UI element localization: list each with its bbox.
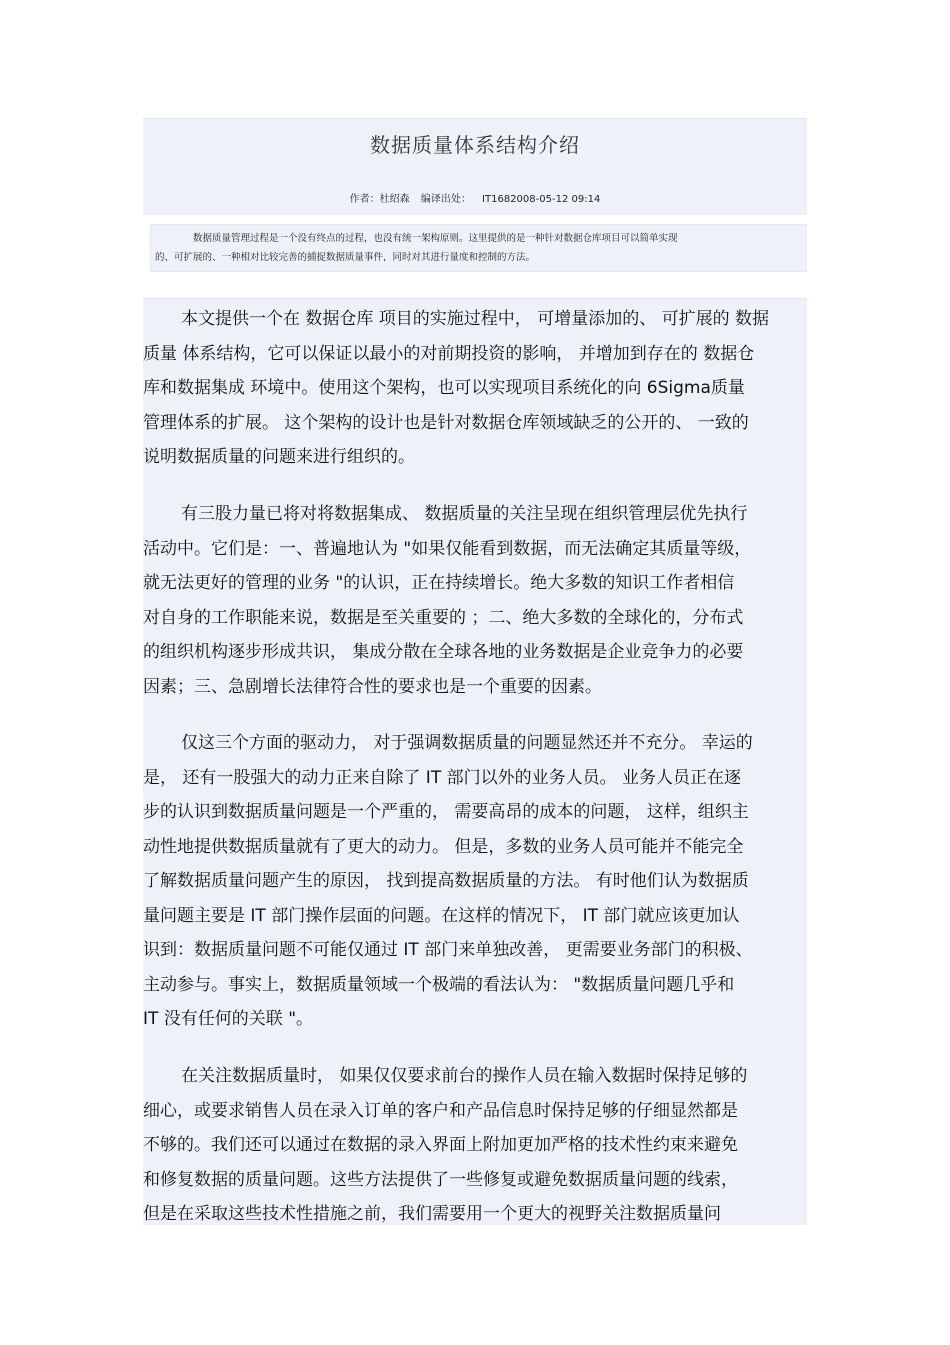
abstract-line: 的、可扩展的、一种相对比较完善的捕捉数据质量事件，同时对其进行量度和控制的方法。 — [155, 252, 536, 263]
paragraph-line: IT 没有任何的关联 "。 — [143, 1009, 314, 1029]
article-body — [143, 298, 807, 1225]
paragraph-line: 动性地提供数据质量就有了更大的动力。 但是，多数的业务人员可能并不能完全 — [143, 836, 744, 857]
paragraph-line: 就无法更好的管理的业务 "的认识，正在持续增长。绝大多数的知识工作者相信 — [143, 573, 735, 593]
paragraph-line: 库和数据集成 环境中。使用这个架构，也可以实现项目系统化的向 6Sigma质量 — [143, 378, 745, 398]
article-abstract — [150, 224, 807, 272]
paragraph-line: 主动参与。事实上，数据质量领域一个极端的看法认为： "数据质量问题几乎和 — [143, 974, 735, 995]
paragraph-line: 是， 还有一股强大的动力正来自除了 IT 部门以外的业务人员。 业务人员正在逐 — [143, 767, 742, 788]
source-label: 编译出处： — [420, 194, 471, 205]
paragraph-line: 有三股力量已将对将数据集成、 数据质量的关注呈现在组织管理层优先执行 — [181, 504, 748, 524]
paragraph-2 — [143, 497, 807, 704]
article-meta — [143, 193, 807, 207]
paragraph-3 — [143, 726, 807, 1037]
paragraph-line: 量问题主要是 IT 部门操作层面的问题。在这样的情况下， IT 部门就应该更加认 — [143, 905, 740, 926]
paragraph-line: 活动中。它们是：一、普遍地认为 "如果仅能看到数据，而无法确定其质量等级， — [143, 538, 752, 559]
paragraph-line: 仅这三个方面的驱动力， 对于强调数据质量的问题显然还并不充分。 幸运的 — [181, 733, 753, 753]
abstract-line: 数据质量管理过程是一个没有终点的过程，也没有统一架构原则。这里提供的是一种针对数据仓库项目可以简单实现 — [193, 233, 678, 244]
paragraph-line: 步的认识到数据质量问题是一个严重的， 需要高昂的成本的问题， 这样，组织主 — [143, 802, 749, 822]
paragraph-line: 说明数据质量的问题来进行组织的。 — [143, 447, 415, 467]
paragraph-line: 的组织机构逐步形成共识， 集成分散在全球各地的业务数据是企业竞争力的必要 — [143, 642, 744, 662]
paragraph-line: 本文提供一个在 数据仓库 项目的实施过程中， 可增量添加的、 可扩展的 数据 — [181, 309, 770, 329]
paragraph-line: 因素；三、急剧增长法律符合性的要求也是一个重要的因素。 — [143, 676, 602, 697]
paragraph-1 — [143, 302, 807, 475]
paragraph-line: 但是在采取这些技术性措施之前，我们需要用一个更大的视野关注数据质量问 — [143, 1204, 721, 1224]
paragraph-line: 了解数据质量问题产生的原因， 找到提高数据质量的方法。 有时他们认为数据质 — [143, 871, 749, 891]
paragraph-line: 管理体系的扩展。 这个架构的设计也是针对数据仓库领域缺乏的公开的、 一致的 — [143, 412, 749, 433]
paragraph-line: 质量 体系结构，它可以保证以最小的对前期投资的影响， 并增加到存在的 数据仓 — [143, 343, 755, 364]
source-value: IT1682008-05-12 09:14 — [482, 194, 601, 205]
article-title: 数据质量体系结构介绍 — [370, 133, 580, 157]
paragraph-line: 细心，或要求销售人员在录入订单的客户和产品信息时保持足够的仔细显然都是 — [143, 1100, 738, 1121]
paragraph-line: 不够的。我们还可以通过在数据的录入界面上附加更加严格的技术性约束来避免 — [143, 1135, 738, 1155]
article-header — [143, 118, 807, 215]
paragraph-line: 和修复数据的质量问题。这些方法提供了一些修复或避免数据质量问题的线索， — [143, 1169, 738, 1190]
paragraph-line: 在关注数据质量时， 如果仅仅要求前台的操作人员在输入数据时保持足够的 — [181, 1066, 748, 1086]
paragraph-line: 识到：数据质量问题不可能仅通过 IT 部门来单独改善， 更需要业务部门的积极、 — [143, 940, 753, 960]
paragraph-4 — [143, 1059, 807, 1232]
author-label: 作者：杜绍森 — [349, 194, 410, 205]
paragraph-line: 对自身的工作职能来说，数据是至关重要的 ；二、绝大多数的全球化的，分布式 — [143, 607, 744, 628]
